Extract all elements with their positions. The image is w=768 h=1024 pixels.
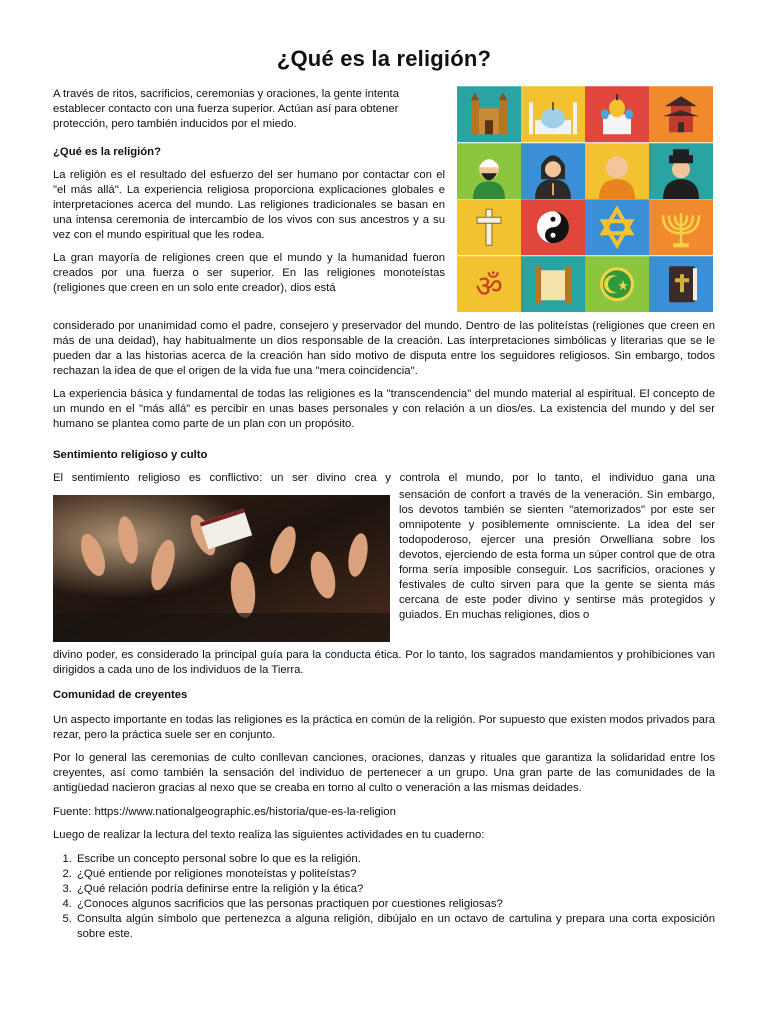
section-sentimiento: [53, 448, 715, 486]
worshippers-photo: [53, 495, 390, 642]
yin-yang-icon: [521, 199, 585, 256]
activities-intro: Luego de realizar la lectura del texto realiza las siguientes actividades en tu cuaderno:: [53, 829, 485, 841]
activity-item: 2. ¿Qué entiende por religiones monoteístas y politeístas?: [75, 867, 715, 882]
bible-icon: [649, 256, 713, 313]
activity-item: 1. Escribe un concepto personal sobre lo que es la religión.: [75, 852, 715, 867]
intro-text: A través de ritos, sacrificios, ceremonias y oraciones, la gente intenta establecer contacto con una fuerza superior. Actúan así para obtener protección, pero también inducidos por el miedo.: [53, 88, 399, 130]
activities-list: [53, 852, 715, 942]
torah-scroll-icon: [521, 256, 585, 313]
section2-side-paragraph: sensación de confort a través de la veneración. Sin embargo, los devotos también se sienten "atemorizados" por este ser omnipotente y posiblemente omnisciente. La idea del ser todopoderoso, ejercer una presión Orwelliana sobre los devotos, ejerciendo de esta forma un súper control que de otra forma sería imposible conseguir. Los sacrificios, oraciones y festivales de culto sirven para que la gente se sienta más cercana de este poder divino y sentirse más protegidos y guiados. En muchas religiones, dios o: [399, 489, 715, 621]
priest-figure-icon: [521, 143, 585, 200]
section2-tail-paragraph: divino poder, es considerado la principal guía para la conducta ética. Por lo tanto, los sagrados mandamientos y prohibiciones van dirigidos a cada uno de los individuos de la Tierra.: [53, 649, 715, 676]
activity-item: 5. Consulta algún símbolo que pertenezca a alguna religión, dibújalo en un octavo de cartulina y prepara una corta exposición sobre este.: [75, 912, 715, 942]
section2-first-line: El sentimiento religioso es conflictivo: un ser divino crea y controla el mundo, por lo tanto, el individuo gana una: [53, 472, 715, 484]
church-icon: [457, 86, 521, 143]
monk-figure-icon: [585, 143, 649, 200]
menorah-icon: [649, 199, 713, 256]
rabbi-figure-icon: [649, 143, 713, 200]
section2-heading: Sentimiento religioso y culto: [53, 449, 208, 461]
source-line: Fuente: https://www.nationalgeographic.es/historia/que-es-la-religion: [53, 806, 396, 818]
svg-text:ॐ: ॐ: [475, 268, 503, 304]
section1-heading: ¿Qué es la religión?: [53, 146, 161, 158]
section-que-es: [53, 145, 445, 296]
cross-icon: [457, 199, 521, 256]
orthodox-church-icon: [585, 86, 649, 143]
section1-paragraph-3: La experiencia básica y fundamental de todas las religiones es la "transcendencia" del mundo material al espiritual. El concepto de un mundo en el "más allá" es percibir en unas bases personales y con relación a un dios/es. La existencia del mundo y del ser humano se plantea como parte de un plan con un propósito.: [53, 388, 715, 430]
muslim-figure-icon: [457, 143, 521, 200]
crescent-star-icon: [585, 256, 649, 313]
section1-paragraph-1: La religión es el resultado del esfuerzo del ser humano por contactar con el "el más allá". La experiencia religiosa proporciona explicaciones globales e interpretaciones acerca del mundo. Las religiones tradicionales se basan en una intensa ceremonia de intercambio de los vivos con sus ancestros y a su vez con el mundo espiritual que les rodea.: [53, 169, 445, 241]
section3-paragraph-1: Un aspecto importante en todas las religiones es la práctica en común de la religión. Por supuesto que existen modos privados para rezar, pero la práctica suele ser en conjunto.: [53, 714, 715, 741]
section3-paragraph-2: Por lo general las ceremonias de culto conllevan canciones, oraciones, danzas y rituales que garantiza la solidaridad entre los creyentes, así como también la sensación del individuo de pertenecer a un grupo. Una gran parte de las comunidades de la antigüedad nacieron gracias al nexo que se creaba en torno al culto o veneración a las mismas deidades.: [53, 752, 715, 794]
intro-paragraph: [53, 87, 445, 132]
section-comunidad: [53, 688, 715, 942]
om-icon: [457, 256, 521, 313]
page-title: ¿Qué es la religión?: [276, 46, 492, 71]
religion-icons-mosaic: [457, 86, 713, 312]
activity-item: 3. ¿Qué relación podría definirse entre la religión y la ética?: [75, 882, 715, 897]
section2-side-text: [399, 488, 715, 623]
pagoda-icon: [649, 86, 713, 143]
mosque-icon: [521, 86, 585, 143]
section1-continuation: [53, 319, 715, 432]
section3-heading: Comunidad de creyentes: [53, 689, 188, 701]
section1-paragraph-2a: La gran mayoría de religiones creen que el mundo y la humanidad fueron creados por una fuerza o ser superior. En las religiones monoteístas (religiones que creen en un solo ente creador), dios está: [53, 252, 445, 294]
activity-item: 4. ¿Conoces algunos sacrificios que las personas practiquen por cuestiones religiosas?: [75, 897, 715, 912]
section2-tail: [53, 648, 715, 678]
star-of-david-icon: [585, 199, 649, 256]
section1-paragraph-2b: considerado por unanimidad como el padre, consejero y preservador del mundo. Dentro de las politeístas (religiones que creen en más de una deidad), hay habitualmente un dios responsable de la creación. Las interpretaciones simbólicas y literarias que se le pueden dar a las historias acerca de la creación han sido motivo de disputa entre los seguidores religiosos. Sin embargo, todos rechazan la idea de que el origen de la vida fue una "mera coincidencia".: [53, 320, 715, 377]
